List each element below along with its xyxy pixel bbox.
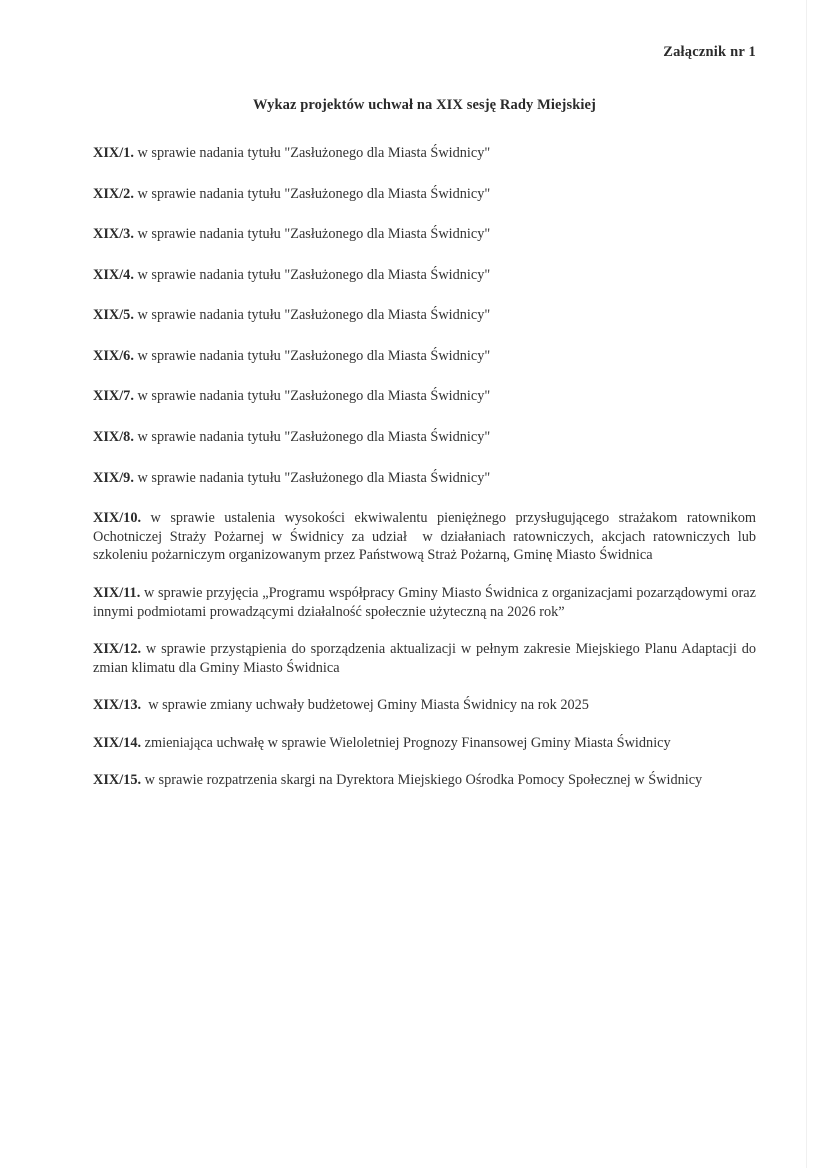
- list-item: [93, 584, 760, 621]
- list-item: [93, 144, 756, 163]
- resolution-text: w sprawie przystąpienia do sporządzenia aktualizacji w pełnym zakresie Miejskiego Planu Adaptacji do zmian klimatu dla Gminy Miasto Świdnica: [93, 641, 760, 676]
- resolution-text: w sprawie ustalenia wysokości ekwiwalentu pieniężnego przysługującego strażakom ratownikom Ochotniczej Straży Pożarnej w Świdnicy za udział w działaniach ratowniczych, akcjach ratowniczych lub szkoleniu pożarniczym organizowanym przez Państwową Straż Pożarną, Gminę Miasto Świdnica: [93, 510, 764, 564]
- resolution-number: XIX/10.: [93, 510, 142, 527]
- resolution-number: XIX/3.: [93, 226, 134, 243]
- resolution-text: w sprawie nadania tytułu "Zasłużonego dla Miasta Świdnicy": [133, 388, 491, 405]
- list-item: [93, 771, 756, 790]
- list-item: [93, 387, 756, 406]
- resolution-number: XIX/12.: [93, 641, 142, 658]
- list-item: [93, 734, 756, 753]
- list-item: [93, 509, 764, 565]
- resolution-number: XIX/14.: [93, 734, 142, 751]
- list-item: [93, 469, 756, 488]
- resolution-text: w sprawie nadania tytułu "Zasłużonego dla Miasta Świdnicy": [133, 429, 491, 446]
- resolution-number: XIX/8.: [93, 429, 134, 446]
- page-title: Wykaz projektów uchwał na XIX sesję Rady Miejskiej: [253, 97, 596, 113]
- resolution-text: w sprawie nadania tytułu "Zasłużonego dla Miasta Świdnicy": [133, 307, 491, 324]
- resolution-text: w sprawie nadania tytułu "Zasłużonego dla Miasta Świdnicy": [133, 185, 491, 202]
- attachment-label: Załącznik nr 1: [663, 44, 756, 60]
- list-item: [93, 306, 756, 325]
- resolution-number: XIX/15.: [93, 772, 142, 789]
- resolution-number: XIX/4.: [93, 266, 134, 283]
- resolution-text: w sprawie rozpatrzenia skargi na Dyrektora Miejskiego Ośrodka Pomocy Społecznej w Świdnicy: [141, 772, 703, 789]
- resolution-text: w sprawie nadania tytułu "Zasłużonego dla Miasta Świdnicy": [133, 469, 491, 486]
- resolution-text: w sprawie nadania tytułu "Zasłużonego dla Miasta Świdnicy": [133, 266, 491, 283]
- resolution-list: [93, 144, 764, 790]
- resolution-text: w sprawie przyjęcia „Programu współpracy Gminy Miasto Świdnica z organizacjami pozarządowymi oraz innymi podmiotami prowadzącymi działalność społecznie użyteczną na 2026 rok”: [93, 584, 760, 620]
- resolution-number: XIX/6.: [93, 347, 134, 364]
- resolution-number: XIX/1.: [93, 145, 134, 161]
- resolution-number: XIX/2.: [93, 185, 134, 202]
- resolution-text: w sprawie nadania tytułu "Zasłużonego dla Miasta Świdnicy": [133, 226, 491, 243]
- resolution-number: XIX/7.: [93, 388, 134, 405]
- resolution-text: zmieniająca uchwałę w sprawie Wieloletniej Prognozy Finansowej Gminy Miasta Świdnicy: [141, 734, 671, 751]
- resolution-number: XIX/5.: [93, 307, 134, 324]
- document-content: [93, 0, 764, 809]
- page-edge-artifact: [806, 0, 807, 1168]
- list-item: [93, 696, 756, 715]
- list-item: [93, 428, 756, 447]
- list-item: [93, 347, 756, 366]
- list-item: [93, 225, 756, 244]
- resolution-text: w sprawie zmiany uchwały budżetowej Gminy Miasta Świdnicy na rok 2025: [141, 697, 589, 714]
- resolution-number: XIX/11.: [93, 584, 141, 601]
- list-item: [93, 640, 760, 677]
- resolution-number: XIX/9.: [93, 469, 134, 486]
- list-item: [93, 185, 756, 204]
- resolution-number: XIX/13.: [93, 697, 142, 714]
- resolution-text: w sprawie nadania tytułu "Zasłużonego dla Miasta Świdnicy": [133, 347, 491, 364]
- resolution-text: w sprawie nadania tytułu "Zasłużonego dla Miasta Świdnicy": [133, 145, 491, 161]
- list-item: [93, 266, 756, 285]
